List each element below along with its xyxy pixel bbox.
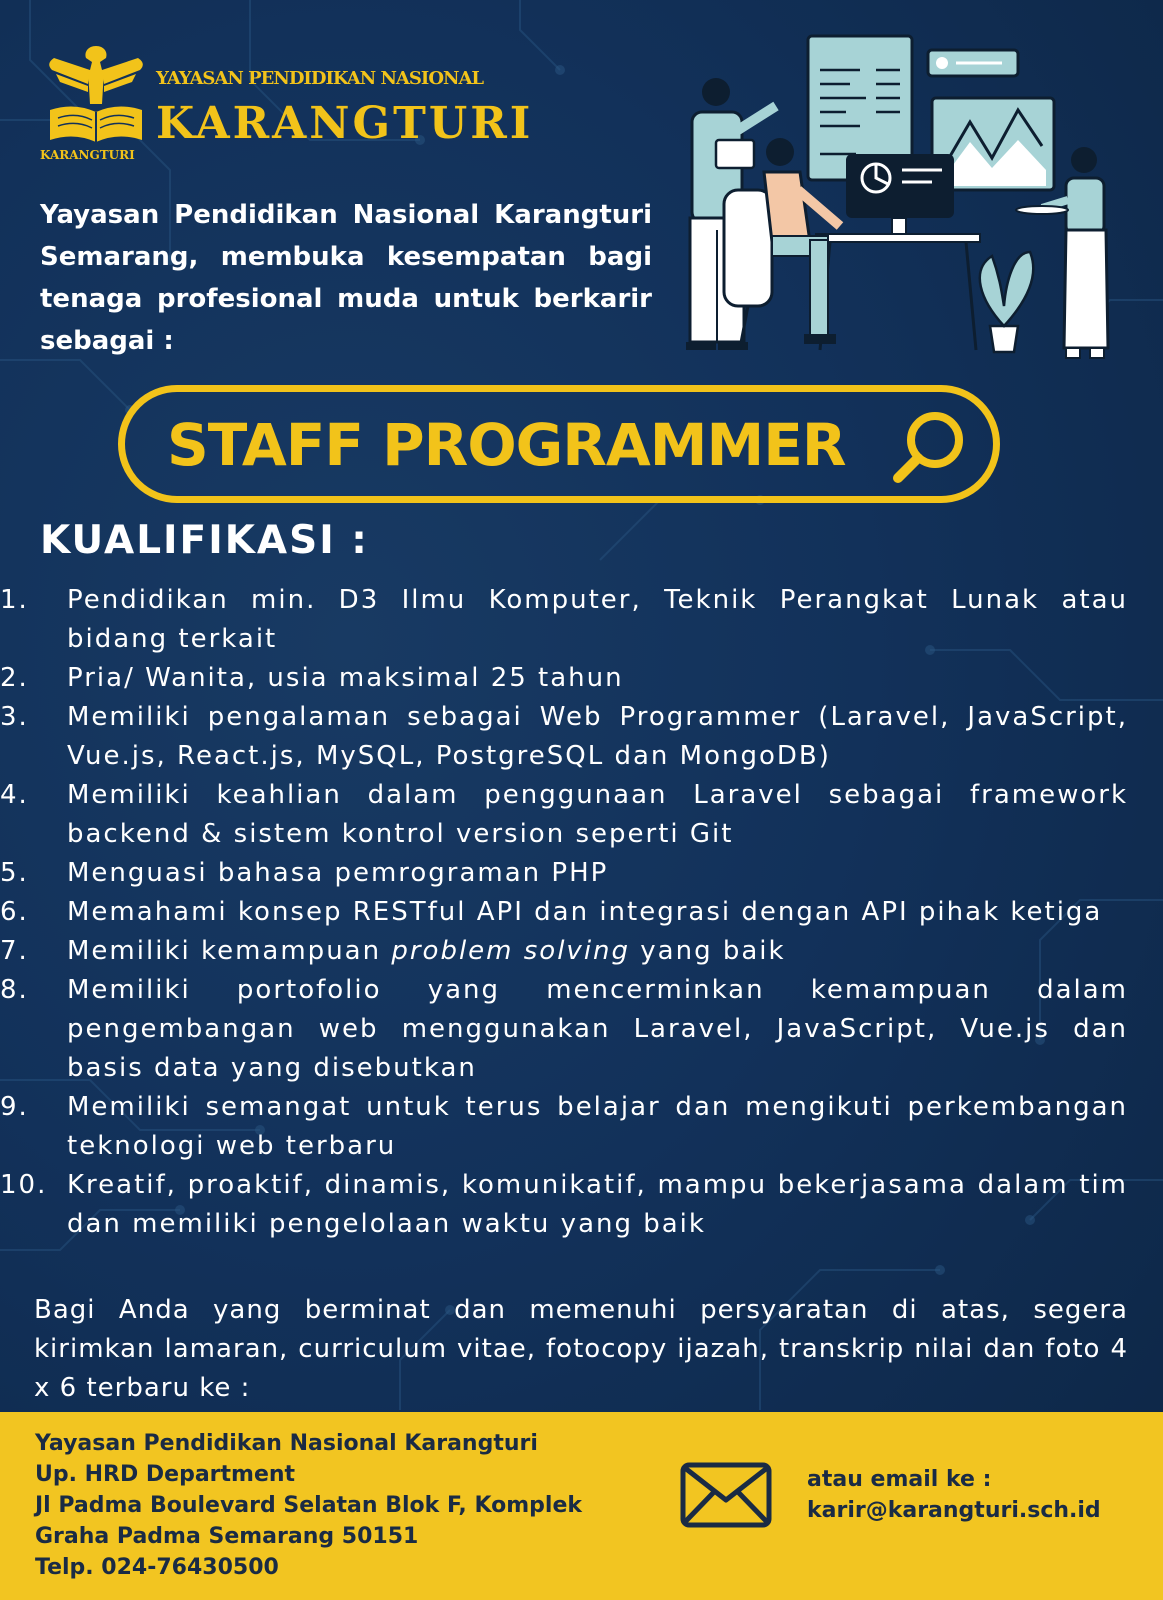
address-line: Yayasan Pendidikan Nasional Karangturi: [35, 1431, 538, 1456]
check-card-icon: [928, 50, 1018, 76]
qualification-number: 7.: [0, 936, 29, 966]
qualification-italic-term: problem solving: [391, 936, 631, 966]
qualification-item: [0, 854, 1128, 893]
qualification-item: [0, 1088, 1128, 1166]
qualification-item: [0, 581, 1128, 659]
email-address[interactable]: karir@karangturi.sch.id: [807, 1498, 1101, 1523]
qualification-item: [0, 971, 1128, 1088]
qualification-text: Memiliki pengalaman sebagai Web Programmer (Laravel, JavaScript, Vue.js, React.js, MySQL, PostgreSQL dan MongoDB): [67, 702, 1128, 771]
envelope-icon: [680, 1462, 772, 1528]
qualification-item: [0, 893, 1128, 932]
qualification-text: Memahami konsep RESTful API dan integrasi dengan API pihak ketiga: [67, 897, 1103, 927]
potted-plant-icon: [980, 252, 1033, 352]
qualification-text-before: Memiliki kemampuan: [67, 936, 392, 966]
qualification-text: Memiliki portofolio yang mencerminkan kemampuan dalam pengembangan web menggunakan Laravel, JavaScript, Vue.js dan basis data yang disebutkan: [67, 975, 1128, 1083]
qualification-number: 6.: [0, 897, 29, 927]
qualification-item: [0, 776, 1128, 854]
qualification-text: Memiliki semangat untuk terus belajar dan mengikuti perkembangan teknologi web terbaru: [67, 1092, 1128, 1161]
address-line: Graha Padma Semarang 50151: [35, 1524, 419, 1549]
qualification-number: 3.: [0, 702, 29, 732]
logo-small-text: KARANGTURI: [40, 148, 135, 162]
qualification-text-after: yang baik: [630, 936, 786, 966]
office-illustration: [680, 30, 1130, 380]
qualification-number: 8.: [0, 975, 29, 1005]
contact-footer: [0, 1412, 1163, 1600]
job-title-banner: [118, 385, 1000, 503]
qualification-text: Pria/ Wanita, usia maksimal 25 tahun: [67, 663, 624, 693]
qualifications-heading: KUALIFIKASI :: [40, 518, 369, 563]
qualification-number: 10.: [0, 1170, 48, 1200]
address-line: Up. HRD Department: [35, 1462, 296, 1487]
qualification-text: Pendidikan min. D3 Ilmu Komputer, Teknik Perangkat Lunak atau bidang terkait: [67, 585, 1128, 654]
mailing-address: [35, 1428, 582, 1583]
qualification-text: Menguasi bahasa pemrograman PHP: [67, 858, 609, 888]
garuda-book-emblem: [44, 40, 148, 144]
email-contact: [807, 1464, 1101, 1526]
qualification-number: 4.: [0, 780, 29, 810]
qualification-number: 9.: [0, 1092, 29, 1122]
qualification-number: 5.: [0, 858, 29, 888]
intro-paragraph: Yayasan Pendidikan Nasional Karangturi Semarang, membuka kesempatan bagi tenaga profesional muda untuk berkarir sebagai :: [40, 200, 652, 356]
application-instructions: Bagi Anda yang berminat dan memenuhi persyaratan di atas, segera kirimkan lamaran, curriculum vitae, fotocopy ijazah, transkrip nilai dan foto 4 x 6 terbaru ke :: [34, 1295, 1128, 1403]
qualification-item: [0, 932, 1128, 971]
qualification-text: Kreatif, proaktif, dinamis, komunikatif, mampu bekerjasama dalam tim dan memiliki pengelolaan waktu yang baik: [67, 1170, 1128, 1239]
qualification-item: [0, 659, 1128, 698]
logo-big-text: KARANGTURI: [156, 98, 534, 149]
qualification-text: Memiliki keahlian dalam penggunaan Laravel sebagai framework backend & sistem kontrol version seperti Git: [67, 780, 1128, 849]
job-title: STAFF PROGRAMMER: [167, 411, 846, 479]
qualification-item: [0, 698, 1128, 776]
qualification-item: [0, 1166, 1128, 1244]
phone-line: Telp. 024-76430500: [35, 1555, 279, 1580]
logo-top-text: YAYASAN PENDIDIKAN NASIONAL: [156, 68, 484, 89]
address-line: Jl Padma Boulevard Selatan Blok F, Komplek: [35, 1493, 582, 1518]
qualification-number: 2.: [0, 663, 29, 693]
qualifications-list: [0, 581, 1128, 1244]
search-icon: [890, 406, 970, 486]
foundation-logo: [38, 40, 534, 170]
qualification-number: 1.: [0, 585, 29, 615]
email-label: atau email ke :: [807, 1467, 992, 1492]
